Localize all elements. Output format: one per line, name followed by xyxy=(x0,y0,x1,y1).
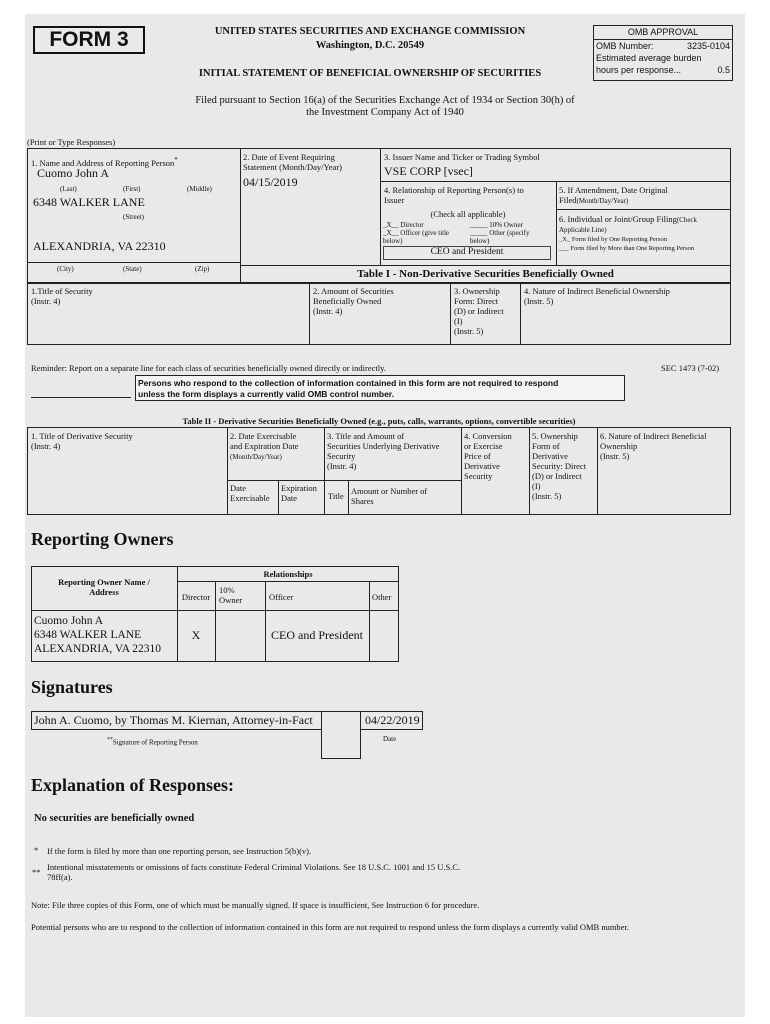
one-reporting-person-option: _X_ Form filed by One Reporting Person xyxy=(559,236,667,243)
table2-underlying-amount: Amount or Number of Shares xyxy=(351,486,428,506)
issuer-name: VSE CORP [vsec] xyxy=(384,164,473,178)
table2-col-title: 1. Title of Derivative Security (Instr. 4) xyxy=(31,431,133,451)
relationships-header: Relationships xyxy=(263,569,313,579)
director-checkbox: _X__ Director xyxy=(383,221,424,229)
signer-name: John A. Cuomo, by Thomas M. Kiernan, Attorney-in-Fact xyxy=(34,713,313,727)
owner-officer-title: CEO and President xyxy=(271,628,363,642)
state-label: (State) xyxy=(123,265,142,273)
explanation-heading: Explanation of Responses: xyxy=(31,775,235,795)
form-title: INITIAL STATEMENT OF BENEFICIAL OWNERSHIP OF SECURITIES xyxy=(198,68,542,79)
omb-burden-line2: hours per response... xyxy=(596,65,682,75)
omb-approval-box xyxy=(593,25,733,81)
omb-number-label: OMB Number: xyxy=(596,41,654,51)
note1-marker: * xyxy=(34,845,39,855)
date-label: Date xyxy=(383,735,397,743)
table1-title: Table I - Non-Derivative Securities Beneficially Owned xyxy=(357,268,614,280)
more-reporting-persons-option: ___ Form filed by More than One Reporting Person xyxy=(559,245,695,252)
officer-title-box xyxy=(383,246,551,260)
reminder-text: Reminder: Report on a separate line for each class of securities beneficially owned directly or indirectly. xyxy=(31,363,386,373)
table2-col-dates-sub: (Month/Day/Year) xyxy=(230,453,282,461)
middle-label: (Middle) xyxy=(187,185,212,193)
table1-col-ownership: 3. Ownership Form: Direct (D) or Indirect (I) (Instr. 5) xyxy=(454,286,504,336)
print-type-note: (Print or Type Responses) xyxy=(27,137,116,147)
box4-check-note: (Check all applicable) xyxy=(430,209,506,219)
note2-marker: ** xyxy=(32,867,41,877)
city-value: ALEXANDRIA, VA 22310 xyxy=(33,239,166,253)
box3-label: 3. Issuer Name and Ticker or Trading Symbol xyxy=(384,152,540,162)
event-date: 04/15/2019 xyxy=(243,175,298,189)
table1-col-title: 1.Title of Security (Instr. 4) xyxy=(31,286,93,306)
ten-percent-header: 10% Owner xyxy=(219,585,243,605)
first-label: (First) xyxy=(123,185,141,193)
other-header: Other xyxy=(372,592,392,602)
table2-col-nature: 6. Nature of Indirect Beneficial Ownership (Instr. 5) xyxy=(600,431,707,461)
table1-col-nature: 4. Nature of Indirect Beneficial Ownership (Instr. 5) xyxy=(524,286,670,306)
street-label: (Street) xyxy=(123,213,144,221)
other-checkbox: _____ Other (specify below) xyxy=(470,229,530,245)
officer-checkbox: _X__ Officer (give title below) xyxy=(383,229,450,245)
form-label-box xyxy=(33,26,145,54)
ten-percent-owner-checkbox: _____ 10% Owner xyxy=(470,221,523,229)
no-securities-note: No securities are beneficially owned xyxy=(34,813,195,824)
table2-expiration-date: Expiration Date xyxy=(281,483,317,503)
owner-address: Cuomo John A 6348 WALKER LANE ALEXANDRIA, VA 22310 xyxy=(34,615,162,655)
table2-underlying-title: Title xyxy=(328,491,344,501)
omb-title: OMB APPROVAL xyxy=(594,26,732,40)
zip-label: (Zip) xyxy=(195,265,210,273)
persons-notice-text: Persons who respond to the collection of information contained in this form are not required to respond unless the form displays a currently valid OMB control number. xyxy=(138,378,559,399)
reporting-owners-heading: Reporting Owners xyxy=(31,529,174,549)
table2-col-ownership: 5. Ownership Form of Derivative Security: Direct (D) or Indirect (I) (Instr. 5) xyxy=(532,431,587,501)
box6-label: 6. Individual or Joint/Group Filing(Check Applicable Line) xyxy=(559,214,698,234)
omb-burden-value: 0.5 xyxy=(717,65,730,75)
omb-number: 3235-0104 xyxy=(686,41,730,51)
box4-label: 4. Relationship of Reporting Person(s) to Issuer xyxy=(384,185,524,205)
owner-name-header: Reporting Owner Name / Address xyxy=(58,577,150,597)
reporting-person-name: Cuomo John A xyxy=(37,166,110,180)
table2-col-underlying: 3. Title and Amount of Securities Underlying Derivative Security (Instr. 4) xyxy=(327,431,440,471)
note4-text: Potential persons who are to respond to the collection of information contained in this form are not required to respond unless the form displays a currently valid OMB number. xyxy=(31,922,629,932)
signature-label: **Signature of Reporting Person xyxy=(107,737,198,747)
note1-text: If the form is filed by more than one reporting person, see Instruction 5(b)(v). xyxy=(47,846,312,856)
signature-date-gap xyxy=(321,711,361,759)
signatures-heading: Signatures xyxy=(31,677,113,697)
director-header: Director xyxy=(181,592,211,602)
filed-pursuant-text: Filed pursuant to Section 16(a) of the Securities Exchange Act of 1934 or Section 30(h) of the Investment Company Act of 1940 xyxy=(195,95,575,118)
omb-burden-line1: Estimated average burden xyxy=(596,53,702,63)
box2-label: 2. Date of Event Requiring Statement (Month/Day/Year) xyxy=(243,152,342,172)
box6-label-tail: (Check Applicable Line) xyxy=(559,216,698,234)
form-label: FORM 3 xyxy=(49,28,129,51)
form-page xyxy=(25,14,745,1017)
officer-title: CEO and President xyxy=(430,247,504,257)
sec-form-code: SEC 1473 (7-02) xyxy=(661,363,720,373)
table2-date-exercisable: Date Exercisable xyxy=(230,483,270,503)
table2-title: Table II - Derivative Securities Beneficially Owned (e.g., puts, calls, warrants, options, convertible securities) xyxy=(182,416,576,426)
city-label: (City) xyxy=(57,265,74,273)
box5-label: 5. If Amendment, Date Original Filed(Month/Day/Year) xyxy=(559,185,668,205)
agency-name: UNITED STATES SECURITIES AND EXCHANGE COMMISSION xyxy=(214,26,526,37)
box5-sub: (Month/Day/Year) xyxy=(576,197,629,205)
persons-notice-box xyxy=(135,375,625,401)
table2-col-dates: 2. Date Exercisable and Expiration Date xyxy=(230,431,299,451)
note3-text: Note: File three copies of this Form, one of which must be manually signed. If space is insufficient, See Instruction 6 for procedure. xyxy=(31,900,480,910)
table1-col-amount: 2. Amount of Securities Beneficially Owned (Instr. 4) xyxy=(313,286,394,316)
agency-location: Washington, D.C. 20549 xyxy=(315,40,425,51)
note2-text: Intentional misstatements or omissions of facts constitute Federal Criminal Violations. See 18 U.S.C. 1001 and 15 U.S.C. 78ff(a). xyxy=(47,862,461,882)
signature-marker: ** xyxy=(107,737,113,743)
officer-header: Officer xyxy=(269,592,294,602)
box1-label: 1. Name and Address of Reporting Person* xyxy=(31,156,178,168)
street-value: 6348 WALKER LANE xyxy=(33,195,145,209)
box1-marker: * xyxy=(174,156,178,164)
owner-director-mark: X xyxy=(191,628,201,642)
last-label: (Last) xyxy=(60,185,77,193)
signature-date: 04/22/2019 xyxy=(365,713,420,727)
table2-col-conversion: 4. Conversion or Exercise Price of Derivative Security xyxy=(464,431,512,481)
